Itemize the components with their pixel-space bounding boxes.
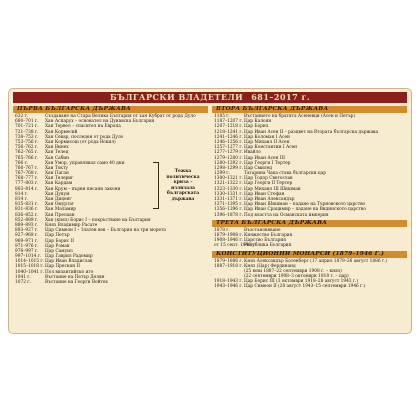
monarchs-rows <box>212 258 407 290</box>
ruler-text: Хан Дукум <box>45 191 70 197</box>
ruler-text: Пол византийско иго <box>45 269 94 275</box>
ruler-text: Княз Александър Батенберг (17 април 1879–26 август 1886 г.) <box>244 258 388 264</box>
ruler-years: 1396–1878 г. <box>214 212 244 218</box>
ruler-text: Цар Тодор Светослав <box>244 176 293 182</box>
title-years: 681–2017 г. <box>251 92 311 102</box>
third-state-rows <box>212 227 407 249</box>
ruler-text: Цар Петър <box>45 233 70 239</box>
ruler-text: Хан Винех <box>45 145 69 151</box>
ruler-years: 1241–1246 г. <box>214 134 244 140</box>
ruler-years: 1280–1292 г. <box>214 160 244 166</box>
ruler-text: Цар Иван Асен III <box>244 155 285 161</box>
ruler-years: 1072 г. <box>15 280 31 285</box>
ruler-years: 1887–1918 г. <box>214 263 244 269</box>
ruler-years: 1300–1321 г. <box>214 176 244 182</box>
ruler-years: 836–852 г. <box>15 212 39 218</box>
ruler-years: 1918–1943 г. <box>214 279 244 285</box>
ruler-text: Ивайло <box>244 150 261 156</box>
ruler-text: Въстание на Георги Войтех <box>45 280 108 285</box>
ruler-years: 767–768 г. <box>15 171 39 177</box>
rulers-card <box>8 88 412 334</box>
ruler-text: Цар Иван Асен II – разцвет на Втората българска държава <box>244 129 379 135</box>
ruler-text: Хан Диценг <box>45 197 72 202</box>
ruler-text: Цар Калоян <box>244 119 272 125</box>
ruler-row <box>212 284 407 289</box>
crisis-bracket <box>153 162 159 209</box>
second-state-heading: ВТОРА БЪЛГАРСКА ДЪРЖАВА <box>212 106 407 113</box>
ruler-text: Цар Иван Александър <box>244 197 295 202</box>
ruler-years: 768–777 г. <box>15 176 39 182</box>
ruler-years: 1257–1277 г. <box>214 145 244 151</box>
ruler-text: Хан Пресиан <box>45 212 75 218</box>
ruler-text: Цар Иван Стефан <box>244 191 285 197</box>
ruler-years: 1330–1331 г. <box>214 191 244 197</box>
ruler-text: Хан Кардам <box>45 181 73 187</box>
ruler-text: Цар Иван Срацимир – падане на Видинското царство <box>244 207 366 213</box>
ruler-text: Хан Крум – първи писани закони <box>45 186 121 192</box>
ruler-years: 1279–1280 г. <box>214 155 244 161</box>
ruler-text: Цар Смилец <box>244 165 272 171</box>
ruler-text: Хан Телец <box>45 150 69 156</box>
ruler-years: 765–766 г. <box>15 155 39 161</box>
ruler-years: 969–971 г. <box>15 238 39 244</box>
ruler-text: Хан Сабин <box>45 155 70 161</box>
ruler-text: Цар Борис III (3 октомври 1918–28 август 1943 г.) <box>244 279 359 285</box>
ruler-years: 1015–1018 г. <box>15 264 45 270</box>
ruler-text: Хан Умор, управлявал само 40 дни <box>45 160 125 166</box>
ruler-years: 1218–1241 г. <box>214 129 244 135</box>
ruler-years: 1246–1256 г. <box>214 139 244 145</box>
ruler-years: 1321–1322 г. <box>214 181 244 187</box>
ruler-years: 1878 г. <box>214 227 230 233</box>
ruler-row <box>212 243 407 248</box>
ruler-text: (25 юни 1887–22 септември 1908 г. – княз) <box>244 268 342 274</box>
ruler-years: 803–814 г. <box>15 186 39 192</box>
ruler-text: Княз (Цар) Фердинанд <box>244 263 296 269</box>
ruler-years: 777–803 г. <box>15 181 39 187</box>
ruler-years: 1187–1207 г. <box>214 119 244 125</box>
ruler-years: 1207–1218 г. <box>214 124 244 130</box>
ruler-years: 1277–1279 г. <box>214 150 244 156</box>
ruler-row <box>212 213 407 218</box>
third-state-heading: ТРЕТА БЪЛГАРСКА ДЪРЖАВА <box>212 220 407 227</box>
ruler-text: Цар Георги I Тертер <box>244 160 291 166</box>
title-text: БЪЛГАРСКИ ВЛАДЕТЕЛИ <box>109 92 244 102</box>
ruler-text: Цар Самуил <box>45 248 73 254</box>
ruler-text: Княжество България <box>244 232 293 238</box>
ruler-years: 976–997 г. <box>15 248 39 254</box>
ruler-years: 1943–1946 г. <box>214 284 244 290</box>
ruler-years: 680–701 г. <box>15 119 39 125</box>
right-column <box>212 106 407 290</box>
ruler-years: 701–721 г. <box>15 124 39 130</box>
ruler-years: 632 г. <box>15 114 29 119</box>
ruler-text: Татарина Чака става български цар <box>244 171 326 177</box>
ruler-text: Цар Михаил II Асен <box>244 139 290 145</box>
second-state-rows <box>212 113 407 218</box>
ruler-text: Цар Борил <box>244 124 269 130</box>
ruler-text: Хан Маламир <box>45 207 77 213</box>
ruler-text: Хан Телериг <box>45 176 74 182</box>
ruler-years: 971–976 г. <box>15 243 39 249</box>
ruler-text: Княз Владимир Расате <box>45 222 98 228</box>
ruler-years: 927–969 г. <box>15 233 39 239</box>
ruler-text: (22 септември 1908–3 октомври 1918 г. – цар) <box>244 274 349 280</box>
ruler-text: Цар Георги II Тертер <box>244 181 293 187</box>
ruler-years: 893–927 г. <box>15 228 39 234</box>
ruler-text: Цар Пресиан II <box>45 264 80 270</box>
monarchs-heading: КОНСТИТУЦИОННИ МОНАРСИ (1879–1946 Г.) <box>212 251 407 258</box>
ruler-text: Хан Омуртаг <box>45 202 75 208</box>
ruler-years: 1356–1396 г. <box>214 207 244 213</box>
ruler-years: 762–765 г. <box>15 150 39 156</box>
ruler-years: 1185 г. <box>214 114 230 119</box>
first-state-heading: ПЪРВА БЪЛГАРСКА ДЪРЖАВА <box>13 106 208 113</box>
ruler-text: Цар Михаил III Шишман <box>244 186 301 192</box>
ruler-years: 721–738 г. <box>15 129 39 135</box>
ruler-text: Цар Гаврил Радомир <box>45 254 93 260</box>
ruler-years: 766 г. <box>15 160 29 166</box>
ruler-years: 1299 г. <box>214 171 230 177</box>
ruler-text: Под властта на Османската империя <box>244 212 329 218</box>
ruler-years: 756–762 г. <box>15 145 39 151</box>
ruler-years: 814 г. <box>15 191 29 197</box>
ruler-text: Царство България <box>244 238 286 244</box>
ruler-text: Цар Борис II <box>45 238 74 244</box>
ruler-text: Цар Роман <box>45 243 70 249</box>
ruler-text: Хан Токту <box>45 165 68 171</box>
ruler-text: Цар Симеон I – Златен век – България на три морета <box>45 228 166 234</box>
ruler-years: от 15 септ. 1946 г. <box>214 243 257 249</box>
ruler-text: Възстановяване <box>244 227 281 233</box>
ruler-text: Цар Коломан I Асен <box>244 134 290 140</box>
ruler-years: 1331–1371 г. <box>214 197 244 202</box>
ruler-text: Цар Симеон II (28 август 1943–15 септември 1946 г.) <box>244 284 366 290</box>
ruler-text: Хан (княз) Борис I – покръстване на България <box>45 217 151 223</box>
ruler-years: 1014–1015 г. <box>15 259 45 265</box>
ruler-text: Хан Кормесий <box>45 129 78 135</box>
ruler-years: 1298–1299 г. <box>214 165 244 171</box>
ruler-years: 1371–1395 г. <box>214 202 244 208</box>
ruler-text: Хан Тервел – спасител на Европа <box>45 124 121 130</box>
ruler-years: 815–831 г. <box>15 202 39 208</box>
ruler-years: 738–753 г. <box>15 134 39 140</box>
ruler-years: 1041 г. <box>15 274 31 280</box>
ruler-text: Република България <box>244 243 292 249</box>
ruler-text: Въстанието на братята Асеневци (Асен и Петър) <box>244 114 356 119</box>
ruler-years: 889–893 г. <box>15 222 39 228</box>
ruler-text: Цар Иван Владислав <box>45 259 93 265</box>
ruler-years: 1879–1886 г. <box>214 258 244 264</box>
ruler-years: 831–836 г. <box>15 207 39 213</box>
ruler-text: Хан Кормисош (от рода Вокил) <box>45 139 116 145</box>
ruler-text: Въстание на Петър Делян <box>45 274 105 280</box>
ruler-years: 1323–1330 г. <box>214 186 244 192</box>
ruler-text: Цар Иван Шишман – падане на Търновското царство <box>244 202 366 208</box>
ruler-years: 852–889 г. <box>15 217 39 223</box>
ruler-years: 766–767 г. <box>15 165 39 171</box>
ruler-text: Хан Аспарух – основател на Дунавска България <box>45 119 155 125</box>
ruler-years: 1908–1946 г. <box>214 238 244 244</box>
ruler-years: 997–1014 г. <box>15 254 42 260</box>
ruler-text: Цар Константин I Асен <box>244 145 298 151</box>
card-title <box>13 92 407 103</box>
ruler-text: Създаване на Стара Велика България от хан Кубрат от рода Дуло <box>45 114 196 119</box>
ruler-row <box>13 280 208 285</box>
crisis-note: Тежка политическа криза – излизала българската държава <box>166 169 200 202</box>
ruler-text: Хан Севар, последен от рода Дуло <box>45 134 124 140</box>
ruler-text: Хан Паган <box>45 171 69 177</box>
ruler-years: 1040–1041 г. <box>15 269 45 275</box>
ruler-years: 814 г. <box>15 197 29 202</box>
ruler-years: 753–756 г. <box>15 139 39 145</box>
ruler-years: 1879–1908 г. <box>214 232 244 238</box>
